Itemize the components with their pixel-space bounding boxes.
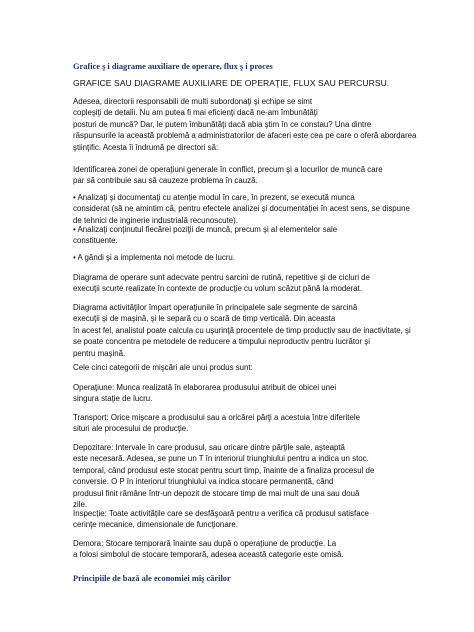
text-line: • Analizaţi şi documentaţi cu atenţie modul în care, în prezent, se execută munca (73, 193, 355, 202)
section-heading: Grafice ş i diagrame auxiliare de operare, flux ş i proces (73, 62, 273, 71)
text-line: execuţii şi de maşină, şi le separă cu o scară de timp verticală. Din aceasta (73, 314, 336, 324)
section-heading-principles: Principiile de bază ale economiei miş cărilor (73, 574, 231, 583)
text-line: singura staţie de lucru. (73, 394, 153, 404)
paragraph-delay (73, 538, 413, 561)
text-line: situri ale procesului de producţie. (73, 424, 189, 434)
text-line: de tehnici de inginerie industrială recunoscute). (73, 215, 238, 225)
text-line: este necesară. Adesea, se pune un T în interiorul triunghiului pentru a indica un stoc. (73, 454, 369, 464)
text-line: se poate concentra pe metodele de reducere a timpului neproductiv pentru lucrător şi (73, 337, 370, 347)
paragraph-storage (73, 442, 413, 510)
text-line: cerinţe mecanice, dimensionale de funcţionare. (73, 520, 238, 530)
bullet-implement (73, 252, 413, 263)
text-line: temporal, când produsul este stocat pentru scurt timp, înainte de a finaliza procesul de (73, 465, 375, 475)
paragraph-identify (73, 164, 413, 187)
paragraph-intro (73, 96, 417, 153)
text-line: • Analizaţi conţinutul fiecărei poziţii de muncă, precum şi al elementelor sale (73, 225, 338, 234)
paragraph-operation-diagram (73, 272, 413, 295)
paragraph-inspection (73, 508, 413, 531)
text-line: zile. (73, 500, 88, 510)
text-line: produsul finit rămâne într-un depozit de stocare timp de mai mult de una sau două (73, 488, 360, 498)
text-line: Depozitare: Intervale în care produsul, sau oricare dintre părţile sale, aşteaptă (73, 443, 345, 452)
text-line: Inspecţie: Toate activităţile care se desfăşoară pentru a verifica că produsul satisface (73, 509, 369, 518)
text-line: ştiinţific. Acesta îi îndrumă pe directori să: (73, 142, 219, 152)
paragraph-operation (73, 382, 413, 405)
text-line: Identificarea zonei de operaţiuni generale în conflict, precum şi a locurilor de muncă care (73, 165, 383, 174)
text-line: constituente. (73, 236, 118, 246)
paragraph-activity-diagram (73, 302, 413, 359)
bullet-content (73, 224, 413, 247)
text-line: Adesea, directorii responsabili de multi subordonaţi şi echipe se simt (73, 97, 313, 106)
text-line: Demora: Stocare temporară înainte sau după o operaţiune de producţie. La (73, 539, 337, 548)
bullet-analyze (73, 192, 413, 226)
text-line: Transport: Orice mişcare a produsului sau a oricărei părţi a acestuia între diferitele (73, 413, 360, 422)
document-title: GRAFICE SAU DIAGRAME AUXILIARE DE OPERAŢIE, FLUX SAU PERCURSU. (73, 78, 390, 88)
text-line: Diagrama activităţilor împart operaţiunile în principalele sale segmente de sarcină (73, 303, 358, 312)
text-line: în acest fel, analistul poate calcula cu uşurinţă procentele de timp productiv sau de inactivitate, şi (73, 325, 411, 335)
text-line: Operaţiune: Munca realizată în elaborarea produsului atribuit de obicei unei (73, 383, 337, 392)
text-line: a folosi simbolul de stocare temporară, adesea această categorie este omisă. (73, 550, 344, 560)
text-line: răspunsurile la această problemă a administratorilor de afaceri este cea pe care o oferă abordarea (73, 131, 417, 141)
text-line: Diagrama de operare sunt adecvate pentru sarcini de rutină, repetitive şi de cicluri de (73, 273, 370, 282)
text-line: execuţii scurte realizate în contexte de producţie cu volum scăzut până la moderat. (73, 284, 363, 294)
text-line: considerat (să ne amintim că, pentru efectele analizei şi documentaţiei în acest sens, se dispune (73, 204, 410, 214)
text-line: copleşiţi de detalii. Nu am putea fi mai eficienţi dacă ne-am îmbunătăţi (73, 108, 318, 118)
paragraph-categories (73, 362, 413, 373)
text-line: Cele cinci categorii de mişcări ale unui produs sunt: (73, 363, 253, 372)
text-line: par să contribuie sau să cauzeze problema în cauză. (73, 176, 258, 186)
text-line: posturi de muncă? Dar, le putem îmbunătăţi dacă abia ştim în ce constau? Una dintre (73, 119, 372, 129)
text-line: • A gândi şi a implementa noi metode de lucru. (73, 253, 235, 262)
text-line: pentru maşină. (73, 348, 126, 358)
paragraph-transport (73, 412, 413, 435)
text-line: conversie. O P în interiorul triunghiului va indica stocare permanentă, când (73, 477, 334, 487)
